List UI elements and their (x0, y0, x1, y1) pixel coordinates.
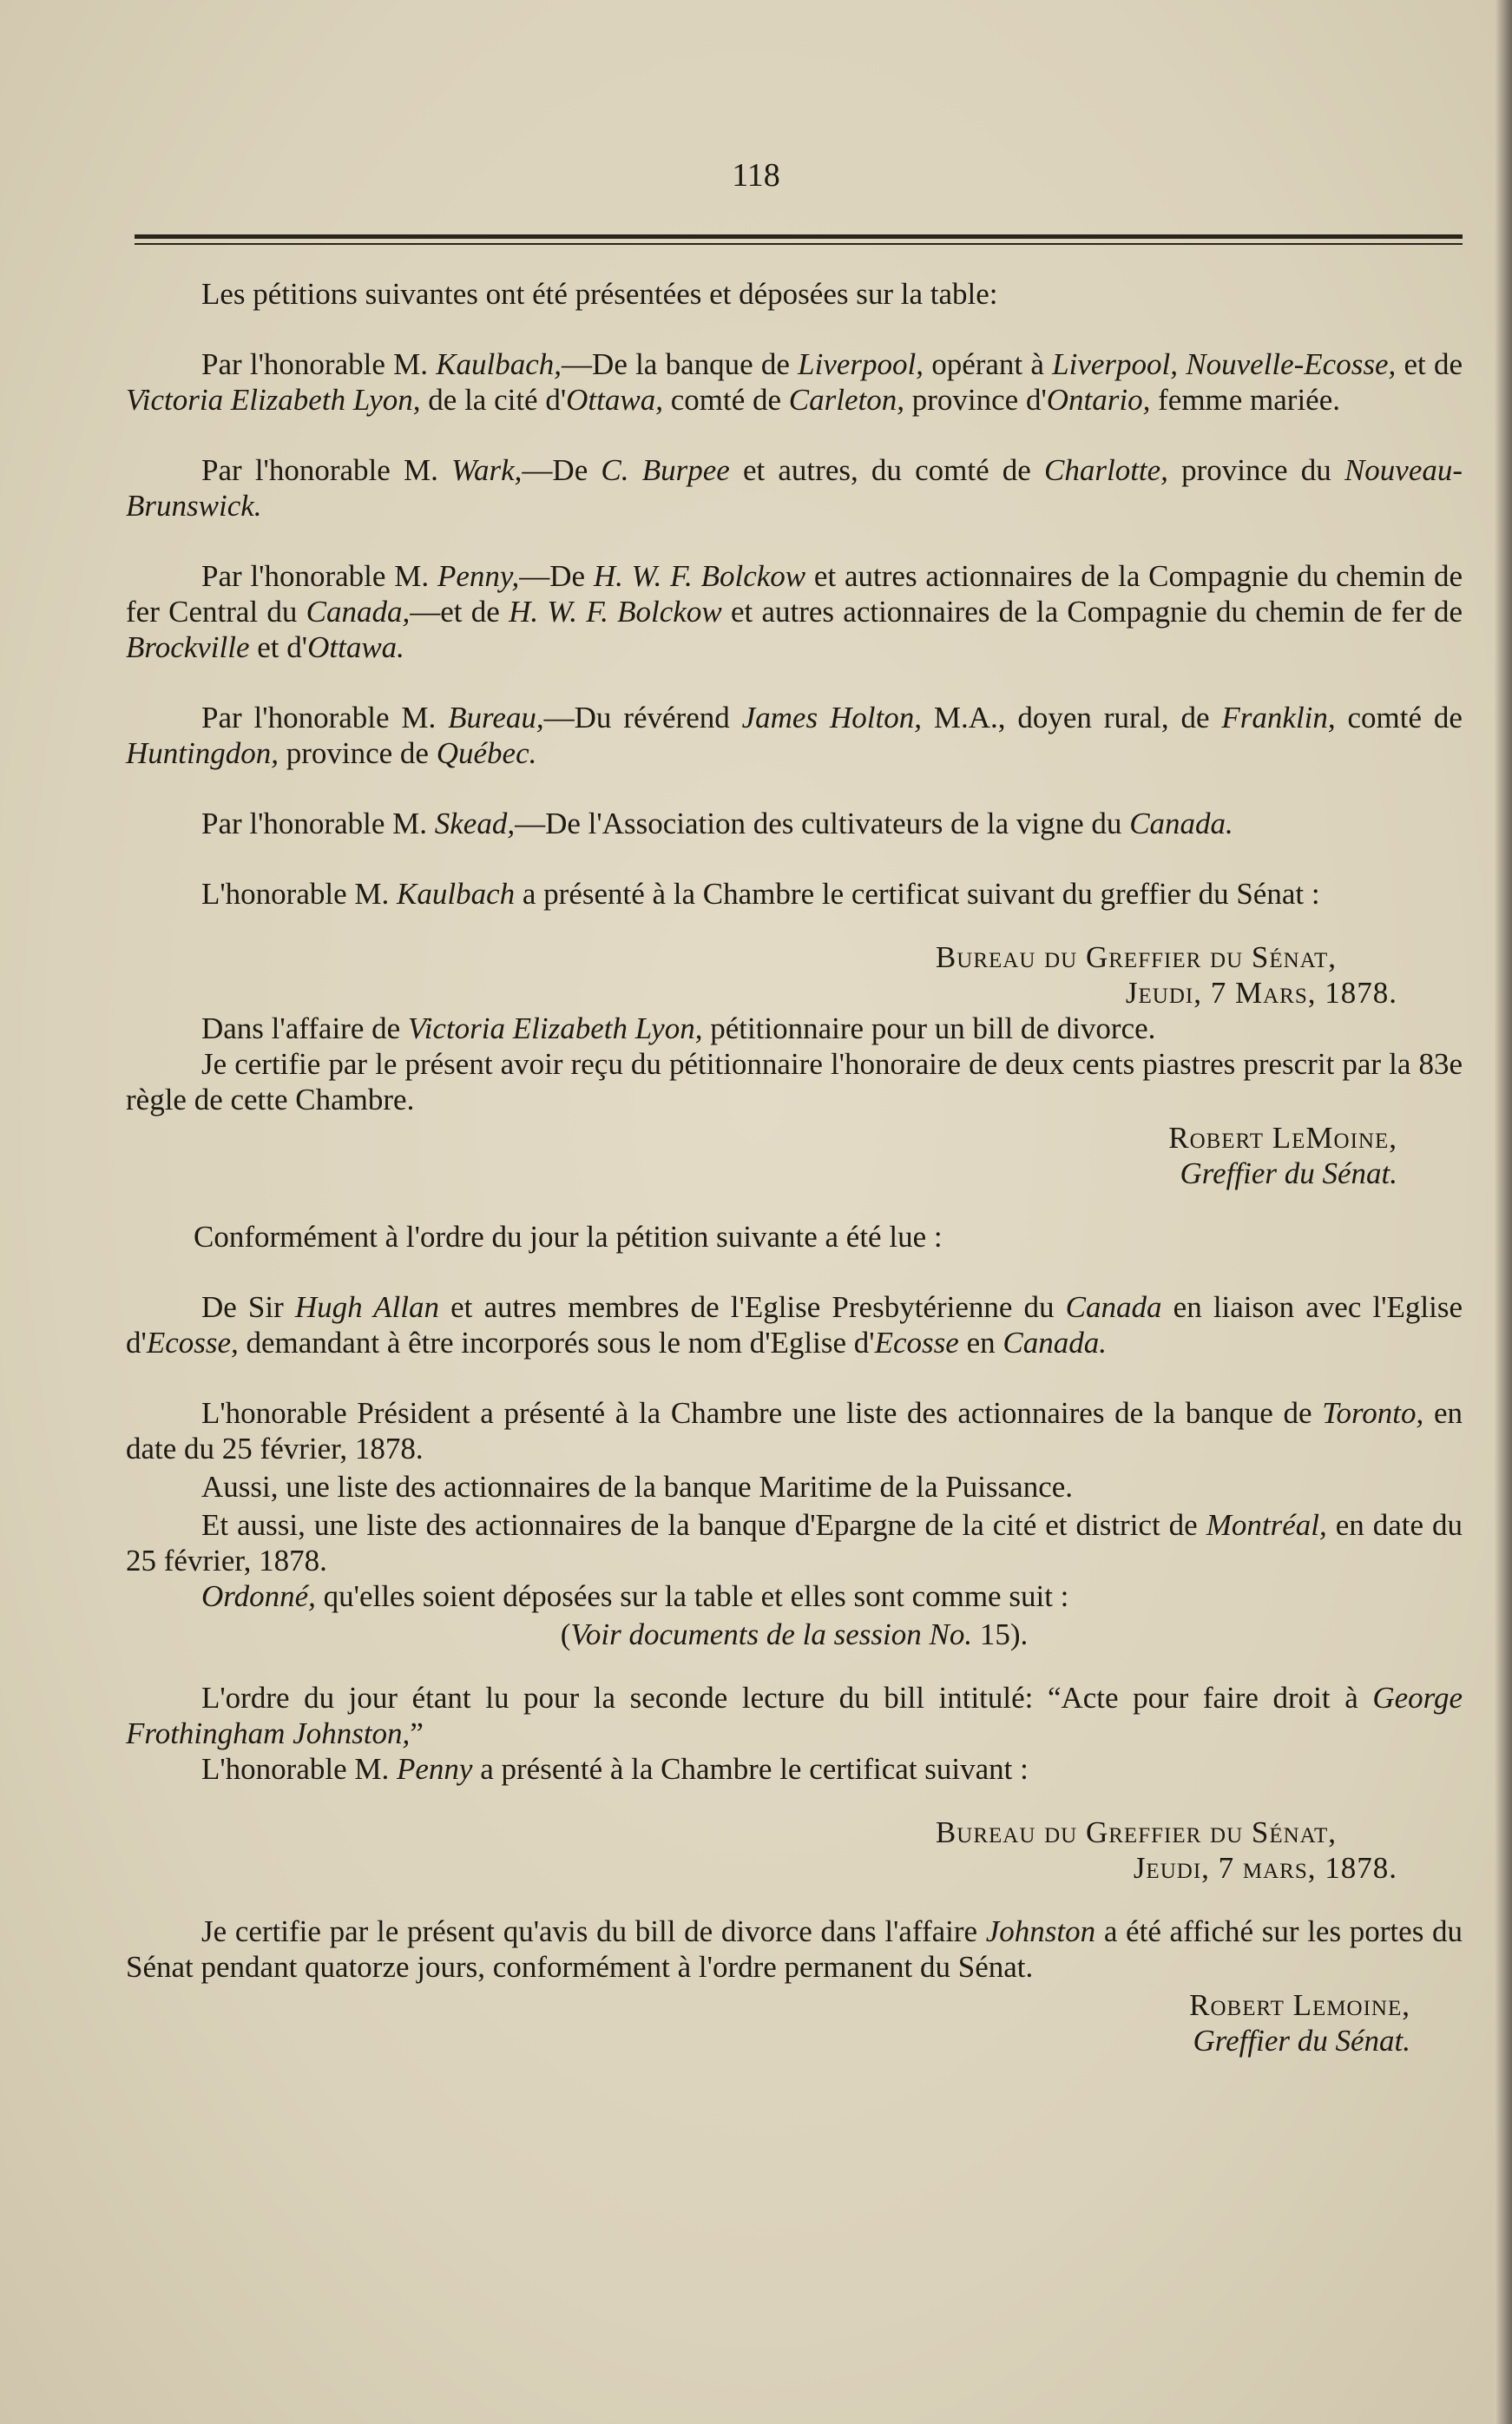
petition-bureau: Par l'honorable M. Bureau,—Du révérend James Holton, M.A., doyen rural, de Franklin, comté de Huntingdon, province de Québec. (126, 701, 1463, 770)
cert1-matter: Dans l'affaire de Victoria Elizabeth Lyon, pétitionnaire pour un bill de divorce. (201, 1011, 1156, 1045)
page-number: 118 (732, 157, 780, 194)
cert1-statement: Je certifie par le présent avoir reçu du pétitionnaire l'honoraire de deux cents piastres prescrit par la 83e règle de cette Chambre. (126, 1047, 1463, 1116)
header-rule-thin (135, 243, 1463, 245)
petition-hugh-allan: De Sir Hugh Allan et autres membres de l'Eglise Presbytérienne du Canada en liaison avec l'Eglise d'Ecosse, demandant à être incorporés sous le nom d'Eglise d'Ecosse en Canada. (126, 1290, 1463, 1360)
cert1-signer: Robert LeMoine, (1168, 1121, 1397, 1155)
cert2-date: Jeudi, 7 mars, 1878. (1133, 1851, 1397, 1885)
epargne-list: Et aussi, une liste des actionnaires de la banque d'Epargne de la cité et district de Montréal, en date du 25 février, 1878. (126, 1508, 1463, 1578)
voir-documents: (Voir documents de la session No. 15). (560, 1617, 1029, 1651)
petition-wark: Par l'honorable M. Wark,—De C. Burpee et autres, du comté de Charlotte, province du Nouveau-Brunswick. (126, 453, 1463, 523)
maritime-list: Aussi, une liste des actionnaires de la banque Maritime de la Puissance. (201, 1470, 1074, 1504)
header-rule (135, 234, 1463, 239)
page-edge-shadow (1495, 0, 1512, 2424)
ordonne-line: Ordonné, qu'elles soient déposées sur la table et elles sont comme suit : (201, 1579, 1069, 1613)
order-of-day-intro: Conformément à l'ordre du jour la pétition suivante a été lue : (194, 1220, 943, 1254)
cert2-office: Bureau du Greffier du Sénat, (935, 1815, 1337, 1849)
cert1-office: Bureau du Greffier du Sénat, (935, 940, 1337, 974)
cert2-signer-title: Greffier du Sénat. (1193, 2024, 1410, 2058)
certificate-intro: L'honorable M. Kaulbach a présenté à la Chambre le certificat suivant du greffier du Sénat : (201, 877, 1320, 911)
cert1-date: Jeudi, 7 Mars, 1878. (1125, 976, 1397, 1010)
petition-kaulbach: Par l'honorable M. Kaulbach,—De la banque de Liverpool, opérant à Liverpool, Nouvelle-Ecosse, et de Victoria Elizabeth Lyon, de la cité d'Ottawa, comté de Carleton, province d'Ontario, femme mariée. (126, 347, 1463, 417)
president-list: L'honorable Président a présenté à la Chambre une liste des actionnaires de la banque de Toronto, en date du 25 février, 1878. (126, 1396, 1463, 1466)
cert1-signer-title: Greffier du Sénat. (1180, 1156, 1397, 1190)
petition-penny: Par l'honorable M. Penny,—De H. W. F. Bolckow et autres actionnaires de la Compagnie du chemin de fer Central du Canada,—et de H. W. F. Bolckow et autres actionnaires de la Compagnie du chemin de fer de Brockville et d'Ottawa. (126, 559, 1463, 664)
document-body (126, 276, 1463, 2058)
cert2-statement: Je certifie par le présent qu'avis du bill de divorce dans l'affaire Johnston a été affiché sur les portes du Sénat pendant quatorze jours, conformément à l'ordre permanent du Sénat. (126, 1914, 1463, 1984)
petitions-intro: Les pétitions suivantes ont été présentées et déposées sur la table: (201, 277, 998, 311)
second-reading: L'ordre du jour étant lu pour la seconde lecture du bill intitulé: “Acte pour faire droit à George Frothingham Johnston,” (126, 1681, 1463, 1750)
penny-certificate-intro: L'honorable M. Penny a présenté à la Chambre le certificat suivant : (201, 1752, 1029, 1786)
petition-skead: Par l'honorable M. Skead,—De l'Association des cultivateurs de la vigne du Canada. (201, 807, 1233, 840)
cert2-signer: Robert Lemoine, (1189, 1988, 1410, 2022)
